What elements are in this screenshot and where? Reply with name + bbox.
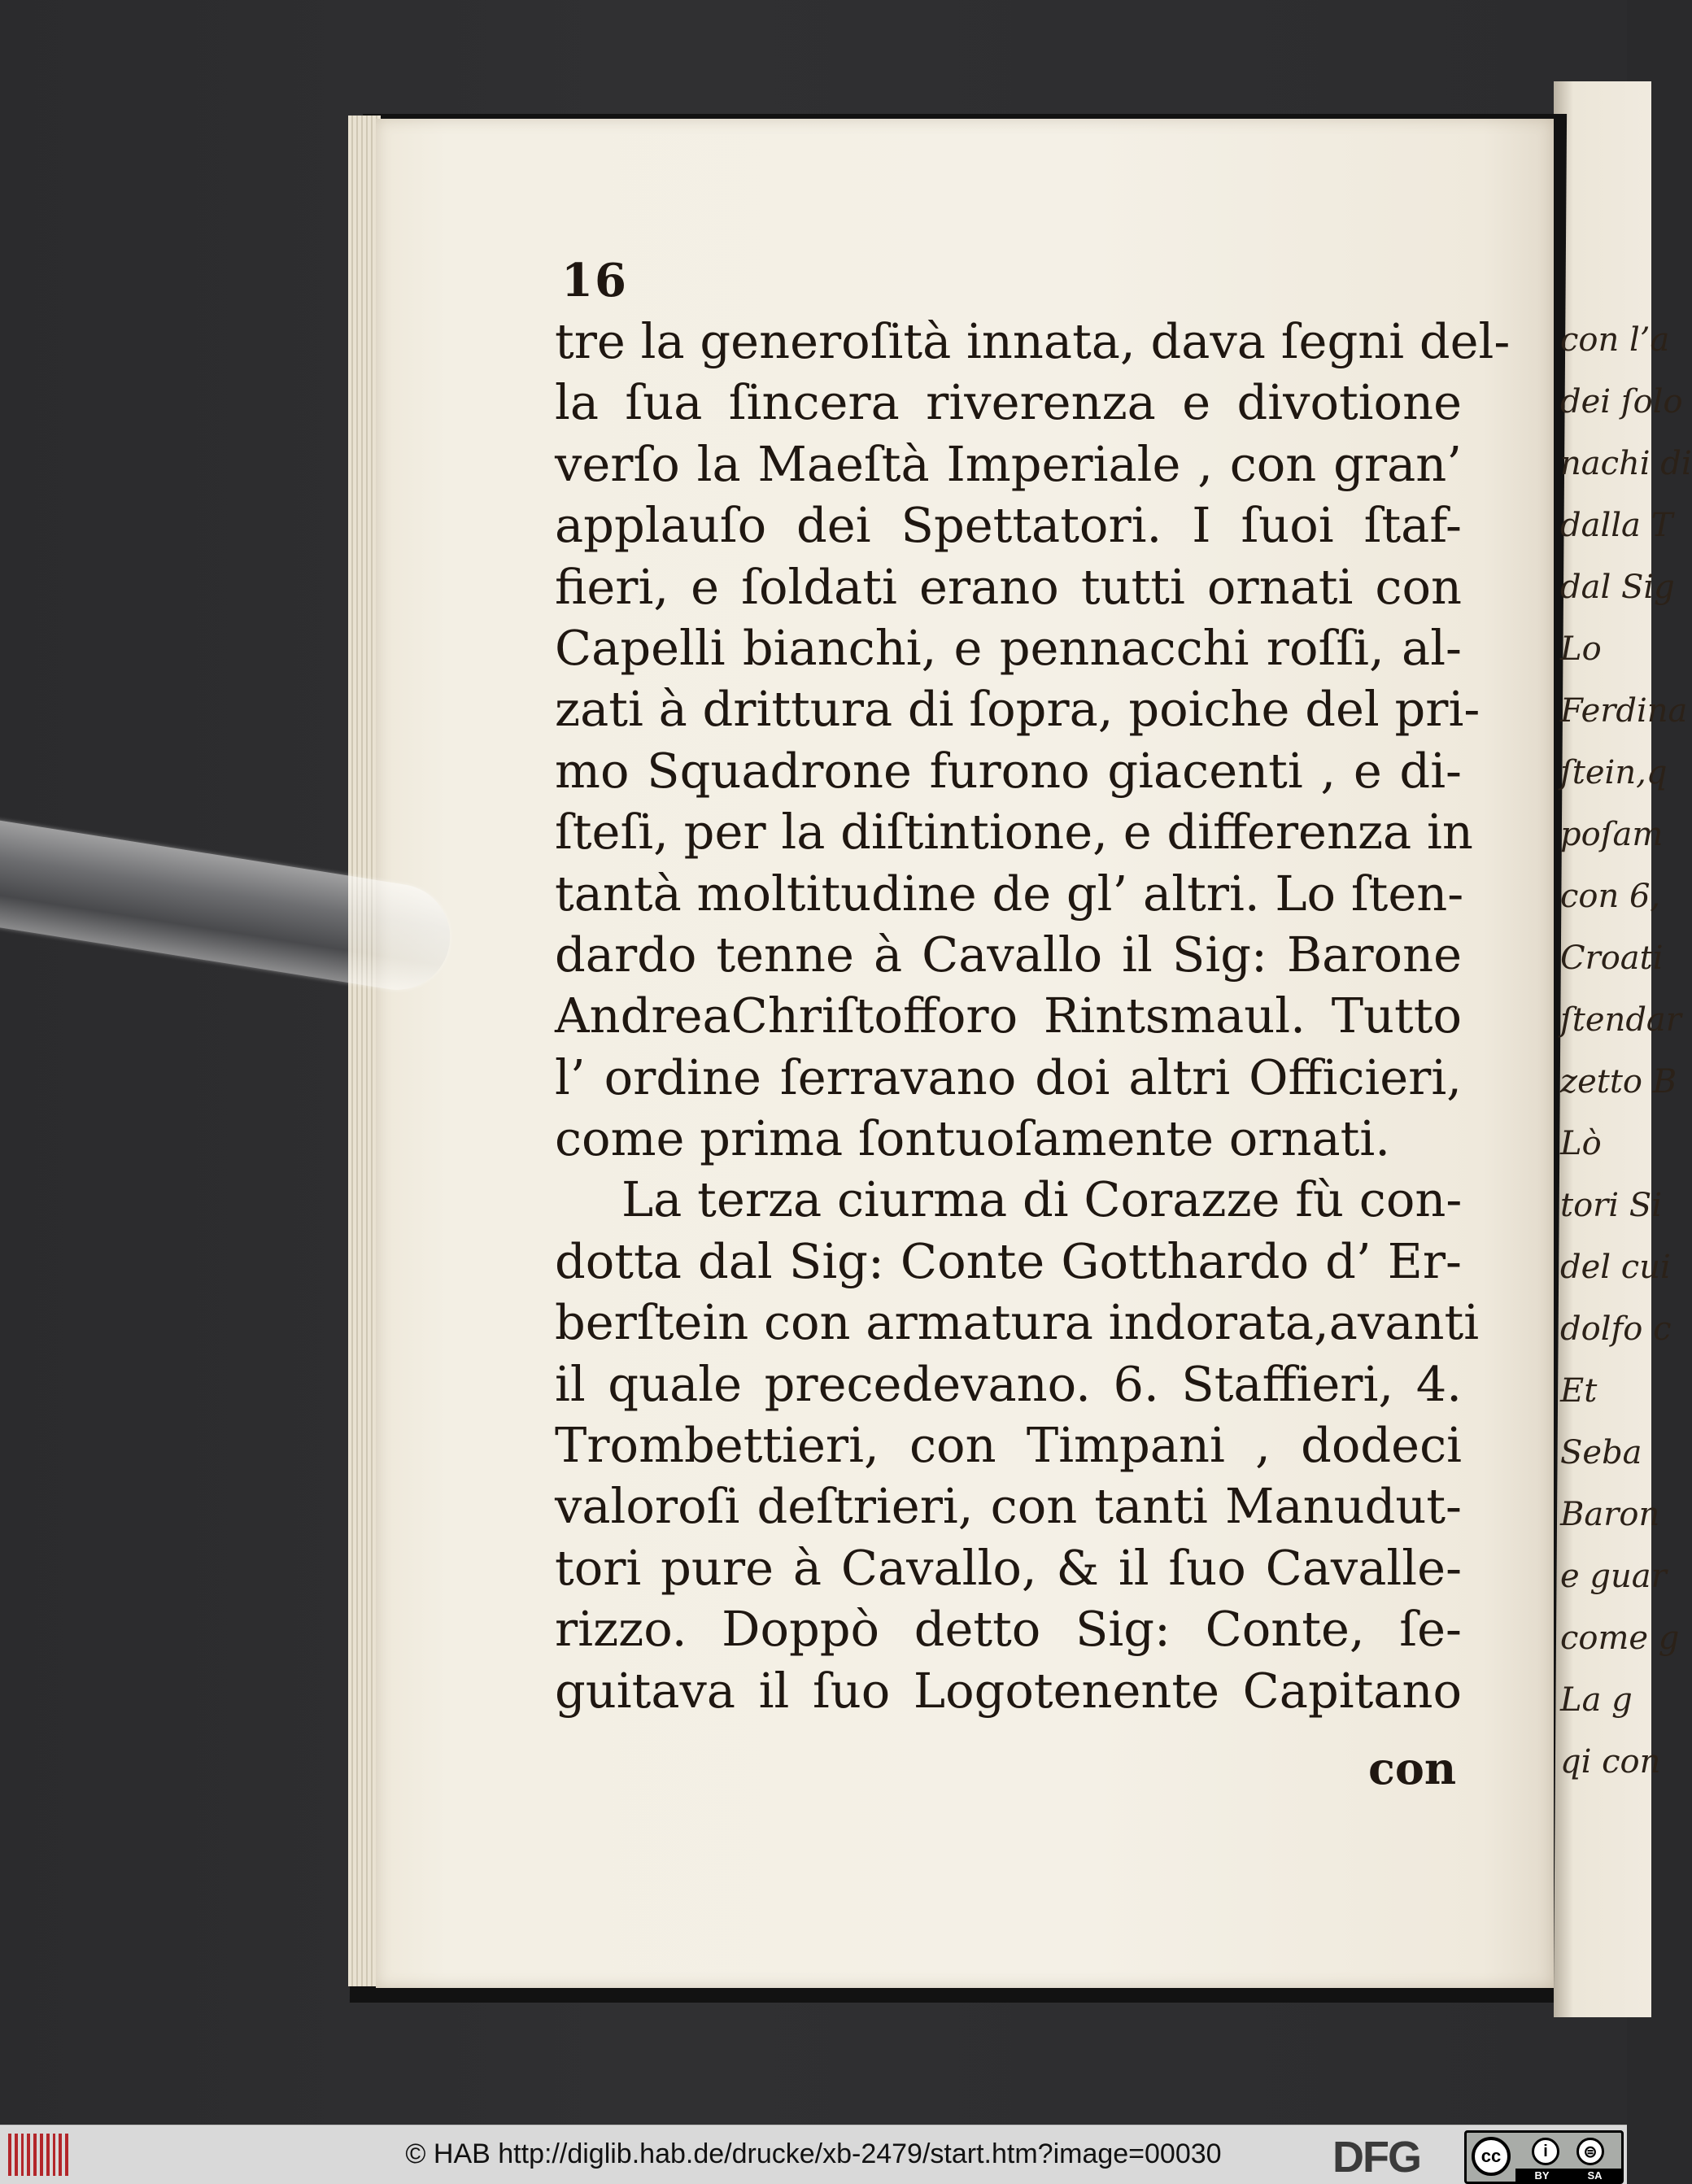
license-by-label: BY [1534,2169,1550,2182]
facing-page-fragment: dei ſolo [1560,383,1683,421]
copyright-link[interactable]: © HAB http://diglib.hab.de/drucke/xb-2479/start.htm?image=00030 [405,2138,1222,2169]
facing-page-fragment: dalla T [1560,507,1673,544]
facing-page-fragment: Et [1560,1372,1598,1410]
facing-page-fragment: ſtein,q [1560,754,1668,791]
dfg-logo: DFG [1332,2133,1420,2182]
text-line: dardo tenne à Cavallo il Sig: Barone [555,926,1462,983]
text-line: ſteſi, per la diſtintione, e differenza in [555,804,1473,861]
facing-page-fragment: Lò [1560,1125,1602,1162]
facing-page-fragment: come g [1560,1619,1680,1657]
facing-page-fragment: del cui [1560,1249,1671,1286]
text-line: l’ ordine ſerravano doi altri Officieri, [555,1048,1462,1105]
facing-page-fragment: ſtendar [1560,1001,1681,1039]
text-line: verſo la Maeſtà Imperiale , con gran’ [555,435,1462,492]
facing-page-fragment: Seba [1560,1434,1642,1471]
attribution-icon: i [1532,2138,1559,2165]
facing-page-fragment: tori Si [1560,1187,1662,1224]
catchword: con [1368,1742,1457,1794]
license-strip [1515,2169,1621,2182]
facing-page-fragment: dolfo c [1560,1310,1672,1348]
text-line: valoroſi deſtrieri, con tanti Manudut- [555,1478,1462,1535]
facing-page-fragment: qi con [1560,1743,1661,1781]
page-number: 16 [561,254,628,307]
facing-page-fragment: nachi di [1560,445,1692,482]
text-line: la ſua ſincera riverenza e divotione [555,374,1462,431]
text-line: il quale precedevano. 6. Staffieri, 4. [555,1355,1462,1412]
facing-page-fragment: La g [1560,1681,1633,1719]
text-line: Trombettieri, con Timpani , dodeci [555,1417,1462,1474]
text-line: tantà moltitudine de gl’ altri. Lo ſten- [555,865,1464,922]
facing-page-fragment: poſam [1560,816,1664,853]
text-line: come prima ſontuoſamente ornati. [555,1110,1390,1167]
text-line: applauſo dei Spettatori. I ſuoi ſtaf- [555,497,1462,554]
share-alike-icon: ⊜ [1576,2138,1604,2165]
facing-page-edge [1554,81,1651,2017]
facing-page-fragment: dal Sig [1560,569,1675,606]
text-line: tori pure à Cavallo, & il ſuo Cavalle- [555,1539,1462,1596]
text-line: zati à drittura di ſopra, poiche del pri- [555,681,1480,738]
text-line: dotta dal Sig: Conte Gotthardo d’ Er- [555,1232,1462,1289]
cc-license-badge[interactable] [1464,2130,1624,2184]
facing-page-fragment: e guar [1560,1558,1667,1595]
facing-page-fragment: Croati [1560,939,1664,977]
text-line: La terza ciurma di Corazze fù con- [621,1171,1463,1228]
facing-page-fragment: con l’a [1560,321,1670,359]
text-line: Capelli bianchi, e pennacchi roſſi, al- [555,619,1462,676]
text-line: guitava il ſuo Logotenente Capitano [555,1662,1462,1719]
facing-page-fragment: con 6, [1560,878,1661,915]
footer-bar [0,2125,1627,2184]
facing-page-fragment: Baron [1560,1496,1660,1533]
text-line: mo Squadrone furono giacenti , e di- [555,742,1462,799]
facing-page-fragment: Lo [1560,630,1602,668]
cc-icon: cc [1472,2137,1511,2176]
facing-page-fragment: Ferdina [1560,692,1688,730]
body-text [555,311,1511,1721]
text-line: berſtein con armatura indorata,avanti [555,1294,1480,1351]
text-line: AndreaChriſtofforo Rintsmaul. Tutto [555,987,1462,1044]
license-sa-label: SA [1587,2169,1603,2182]
text-line: tre la generoſità innata, dava ſegni del- [555,313,1511,369]
facing-page-fragment: zetto B [1560,1063,1677,1101]
text-line: fieri, e ſoldati erano tutti ornati con [555,558,1462,615]
text-line: rizzo. Doppò detto Sig: Conte, ſe- [555,1601,1462,1658]
